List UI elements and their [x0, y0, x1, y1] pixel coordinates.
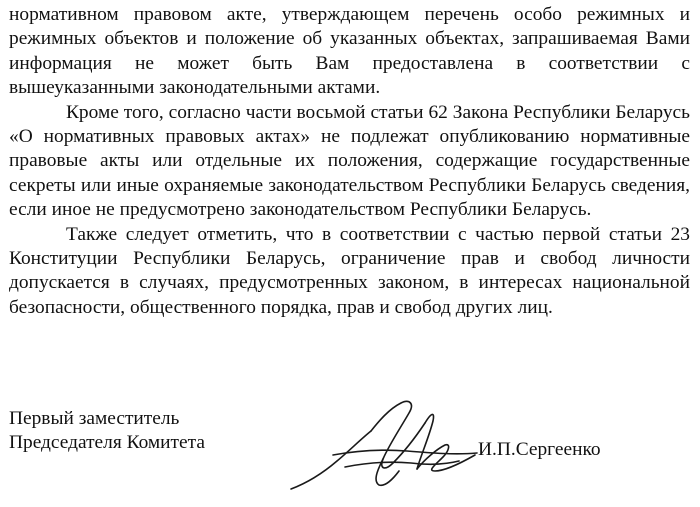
paragraph-1: нормативном правовом акте, утверждающем перечень особо режимных и режимных объектов и положение об указанных объектах, запрашиваемая Вами информация не может быть Вам предоставлена в соответствии с вышеуказанными законодательными актами. [9, 4, 690, 99]
signatory-title [9, 407, 205, 455]
paragraph-3: Также следует отметить, что в соответствии с частью первой статьи 23 Конституции Республики Беларусь, ограничение прав и свобод личности допускается в случаях, предусмотренных законом, в интересах национальной безопасности, общественного порядка, прав и свобод других лиц. [9, 223, 690, 318]
handwritten-signature [285, 393, 490, 501]
paragraph-2: Кроме того, согласно части восьмой статьи 62 Закона Республики Беларусь «О нормативных правовых актах» не подлежат опубликованию нормативные правовые акты или отдельные их положения, содержащие государственные секреты или иные охраняемые законодательством Республики Беларусь сведения, если иное не предусмотрено законодательством Республики Беларусь. [9, 101, 690, 221]
letter-body [9, 3, 690, 320]
signatory-title-line-1: Первый заместитель [9, 408, 180, 429]
signatory-name: И.П.Сергеенко [478, 439, 601, 460]
signatory-title-line-2: Председателя Комитета [9, 432, 205, 453]
